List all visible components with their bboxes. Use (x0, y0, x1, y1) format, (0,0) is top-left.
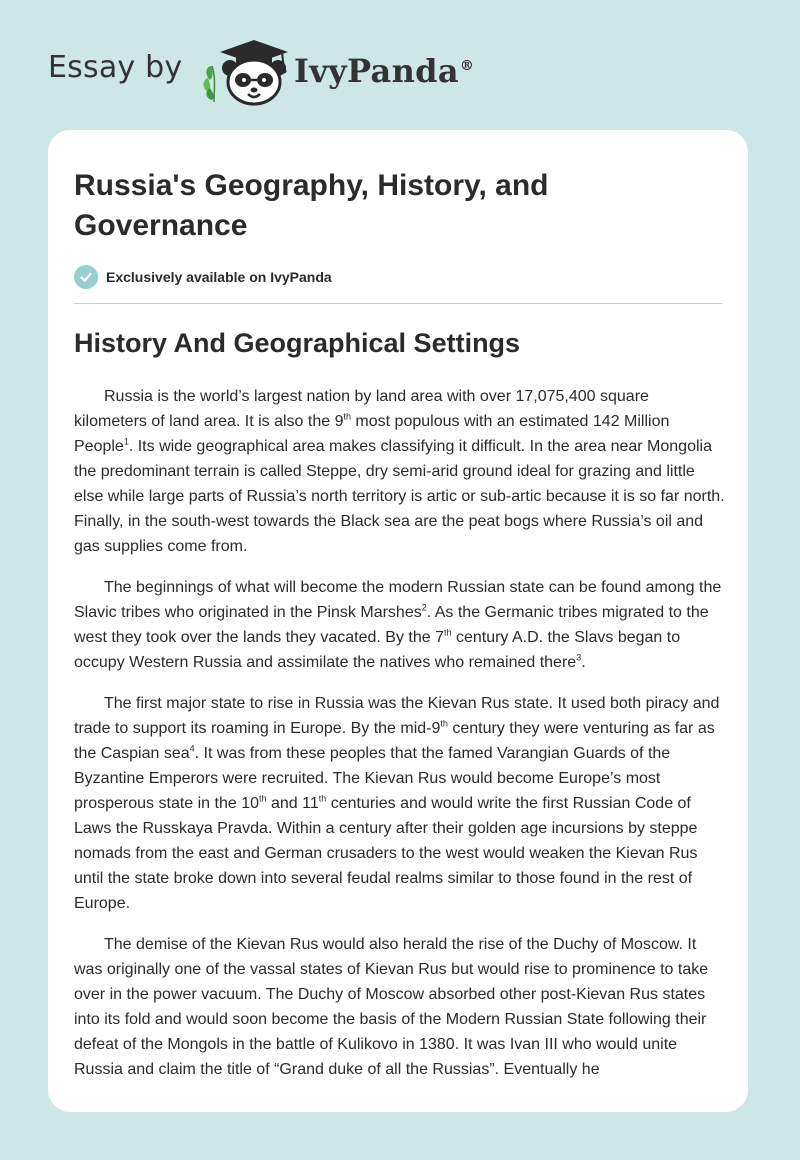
text-run: The beginnings of what will become the modern Russian state can be found among the Slavic tribes who originated in the Pinsk Marshes (74, 579, 722, 621)
footnote-ref-1[interactable]: 1 (123, 436, 129, 447)
panda-graduate-icon[interactable] (200, 36, 292, 108)
paragraph-4: The demise of the Kievan Rus would also herald the rise of the Duchy of Moscow. It was originally one of the vassal states of Kievan Rus but would rise to prominence to take over in the power vacuum. The Duchy of Moscow absorbed other post-Kievan Rus states into its fold and would soon become the basis of the Modern Russian State following their defeat of the Mongols in the battle of Kulikovo in 1380. It was Ivan III who would unite Russia and claim the title of “Grand duke of all the Russias”. Eventually he (74, 936, 709, 1078)
essay-card (48, 130, 748, 1112)
site-header (0, 0, 800, 120)
exclusive-label: Exclusively available on IvyPanda (106, 269, 332, 285)
text-run: century they were venturing as far as the Caspian sea (74, 720, 715, 762)
section-title: History And Geographical Settings (74, 328, 521, 358)
superscript: th (318, 793, 327, 804)
text-run: . It was from these peoples that the famed Varangian Guards of the Byzantine Emperors were recruited. The Kievan Rus would become Europe’s most prosperous state in the 10 (74, 745, 671, 812)
text-run: . Its wide geographical area makes classifying it difficult. In the area near Mongolia the predominant terrain is called Steppe, dry semi-arid ground ideal for grazing and little else while large parts of Russia’s north territory is artic or sub-artic because it is so far north. Finally, in the south-west towards the Black sea are the peat bogs where Russia’s oil and gas supplies come from. (74, 438, 725, 555)
essay-by-label: Essay by (48, 50, 183, 85)
paragraph-3 (74, 691, 726, 916)
text-run: most populous with an estimated 142 Million People (74, 413, 670, 455)
text-run: . (581, 654, 586, 671)
ivy-leaves-icon (204, 66, 215, 102)
paragraph-1 (74, 384, 726, 559)
superscript: th (440, 718, 448, 729)
superscript: th (259, 793, 267, 804)
text-run: century A.D. the Slavs began to occupy Western Russia and assimilate the natives who remained there (74, 629, 681, 671)
paragraph-2 (74, 575, 726, 675)
footnote-ref-2[interactable]: 2 (421, 602, 427, 613)
exclusive-badge (74, 264, 332, 290)
brand-text: IvyPanda (294, 52, 459, 90)
registered-mark: ® (459, 58, 475, 75)
footnote-ref-3[interactable]: 3 (576, 652, 582, 663)
text-run: and 11 (266, 795, 319, 812)
footnote-ref-4[interactable]: 4 (189, 743, 195, 754)
text-run: The first major state to rise in Russia was the Kievan Rus state. It used both piracy and trade to support its roaming in Europe. By the mid-9 (74, 695, 720, 737)
text-run: Russia is the world’s largest nation by land area with over 17,075,400 square kilometers of land area. It is also the 9 (74, 388, 649, 430)
divider (74, 303, 723, 304)
superscript: th (343, 411, 351, 422)
page-title: Russia's Geography, History, and Governance (74, 169, 549, 242)
article-body (74, 384, 726, 1098)
brand-name[interactable] (294, 52, 474, 90)
text-run: . As the Germanic tribes migrated to the west they took over the lands they vacated. By the 7 (74, 604, 709, 646)
text-run: centuries and would write the first Russian Code of Laws the Russkaya Pravda. Within a century after their golden age incursions by steppe nomads from the east and German crusaders to the west would weaken the Kievan Rus until the state broke down into several feudal realms similar to those found in the rest of Europe. (74, 795, 698, 912)
check-icon (74, 265, 98, 289)
superscript: th (444, 627, 452, 638)
